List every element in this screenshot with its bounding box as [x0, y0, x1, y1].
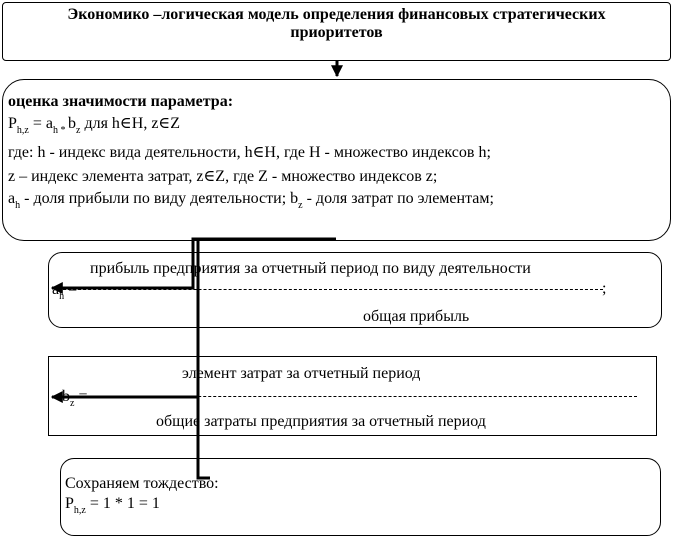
cost-denominator: общие затраты предприятия за отчетный период [156, 413, 486, 430]
identity-heading: Сохраняем тождество: [65, 475, 219, 492]
profit-var-eq: = [64, 281, 78, 298]
cost-numerator: элемент затрат за отчетный период [182, 365, 421, 382]
shares-sub-z: z [298, 200, 303, 211]
shares-sub-h: h [15, 200, 21, 211]
identity-p: P [65, 495, 74, 512]
profit-semicolon: ; [602, 280, 607, 297]
cost-var-eq: = [74, 388, 88, 405]
parameter-heading: оценка значимости параметра: [8, 93, 234, 110]
shares-mid: - доля прибыли по виду деятельности; b [20, 190, 299, 207]
profit-denominator: общая прибыль [363, 308, 470, 325]
formula-sub-hz: h,z [16, 125, 29, 136]
parameter-line-z: z – индекс элемента затрат, z∈Z, где Z - множество индексов z; [8, 168, 438, 185]
profit-var-a: a [52, 281, 60, 298]
parameter-line-h: где: h - индекс вида деятельности, h∈H, где H - множество индексов h; [8, 144, 491, 161]
formula-b: b [67, 115, 76, 132]
formula-star: * [57, 125, 68, 136]
connector-to-profit-box [52, 239, 336, 288]
title-line-1: Экономико –логическая модель определения финансовых стратегических [67, 6, 606, 23]
identity-sub-hz: h,z [73, 505, 86, 516]
shares-a: a [8, 190, 16, 207]
profit-var-sub-h: h [59, 291, 65, 302]
formula-domain: для h∈H, z∈Z [80, 115, 181, 132]
formula-p: P [8, 115, 17, 132]
identity-rest: = 1 * 1 = 1 [85, 495, 160, 512]
connector-to-identity-box [198, 397, 210, 478]
formula-sub-z: z [75, 125, 81, 136]
shares-end: - доля затрат по элементам; [302, 190, 494, 207]
formula-eq-a: = a [28, 115, 53, 132]
title-line-2: приоритетов [290, 24, 383, 41]
cost-var-sub-z: z [70, 398, 75, 409]
formula-sub-h: h [52, 125, 58, 136]
connector-to-cost-box [52, 239, 198, 397]
profit-numerator: прибыль предприятия за отчетный период по виду деятельности [90, 260, 531, 277]
cost-var-b: b [62, 388, 70, 405]
